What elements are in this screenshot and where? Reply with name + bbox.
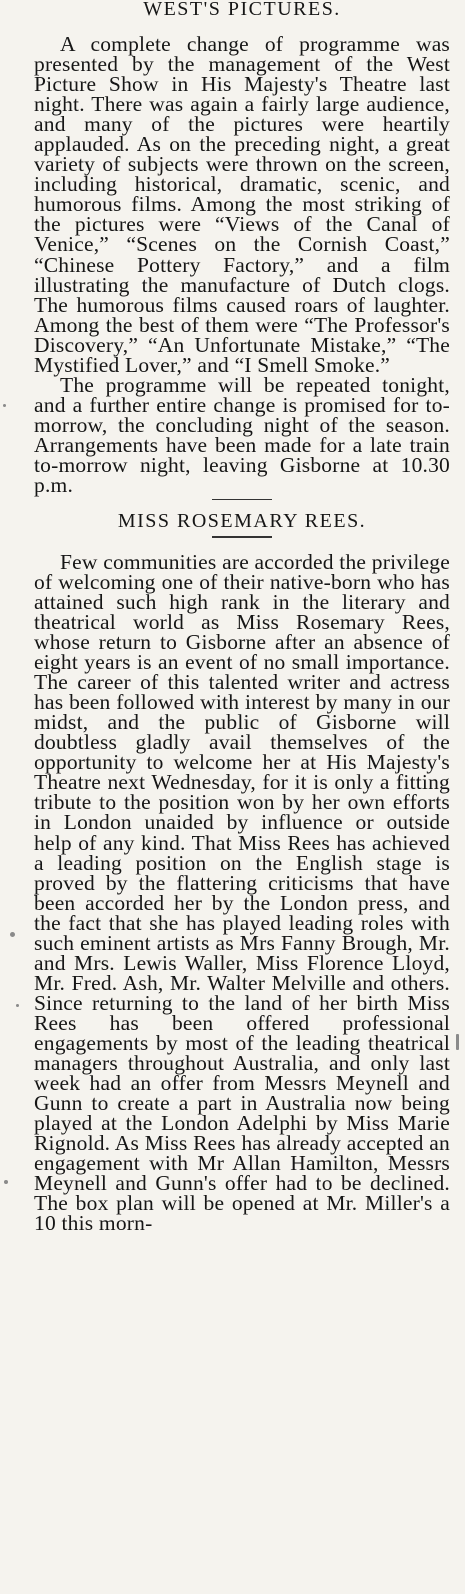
article-1-paragraph-2: The programme will be repeated tonight, and a further entire change is promised for to-morrow, the concluding night of the season. Arrangements have been made for a late train to-morrow night, leaving Gisborne at 10.30 p.m. bbox=[34, 372, 450, 498]
article-2-paragraph-1: Few communities are accorded the privilege of welcoming one of their native-born who has attained such high rank in the literary and theatrical world as Miss Rosemary Rees, whose return to Gisborne after an absence of eight years is an event of no small importance. The career of this talented writer and actress has been followed with interest by many in our midst, and the public of Gisborne will doubtless gladly avail themselves of the opportunity to welcome her at His Majesty's Theatre next Wednesday, for it is only a fitting tribute to the position won by her own efforts in London unaided by influence or outside help of any kind. That Miss Rees has achieved a leading position on the English stage is proved by the flattering criticisms that have been accorded her by the London press, and the fact that she has played leading roles with such eminent artists as Mrs Fanny Brough, Mr. and Mrs. Lewis Waller, Miss Florence Lloyd, Mr. Fred. Ash, Mr. Walter Melville and others. Since returning to the land of her birth Miss Rees has been offered professional engagements by most of the leading theatrical managers throughout Australia, and only last week had an offer from Messrs Meynell and Gunn to create a part in Australia now being played at the London Adelphi by Miss Marie Rignold. As Miss Rees has already accepted an engagement with Mr Allan Hamilton, Messrs Meynell and Gunn's offer had to be declined. The box plan will be opened at Mr. Miller's a 10 this morn- bbox=[34, 549, 450, 1236]
scan-speck bbox=[16, 1004, 19, 1007]
scan-speck bbox=[10, 932, 15, 937]
article-1-paragraph-1: A complete change of programme was presented by the management of the West Picture Show in His Majesty's Theatre last night. There was again a fairly large audience, and many of the pictures were heartily applauded. As on the preceding night, a great variety of subjects were thrown on the screen, including historical, dramatic, scenic, and humorous films. Among the most striking of the pictures were “Views of the Canal of Venice,” “Scenes on the Cornish Coast,” “Chinese Pottery Factory,” and a film illustrating the manufacture of Dutch clogs. The humorous films caused roars of laughter. Among the best of them were “The Professor's Discovery,” “An Unfortunate Mistake,” “The Mystified Lover,” and “I Smell Smoke.” bbox=[34, 32, 450, 377]
text-column bbox=[34, 0, 450, 1236]
article-1-title: WEST'S PICTURES. bbox=[143, 0, 341, 20]
title-underline-rule bbox=[212, 536, 272, 537]
section-divider-rule bbox=[212, 499, 272, 500]
scan-speck bbox=[456, 1034, 459, 1050]
article-2-title: MISS ROSEMARY REES. bbox=[117, 510, 367, 533]
scan-speck bbox=[4, 1180, 8, 1184]
scan-speck bbox=[3, 404, 6, 407]
